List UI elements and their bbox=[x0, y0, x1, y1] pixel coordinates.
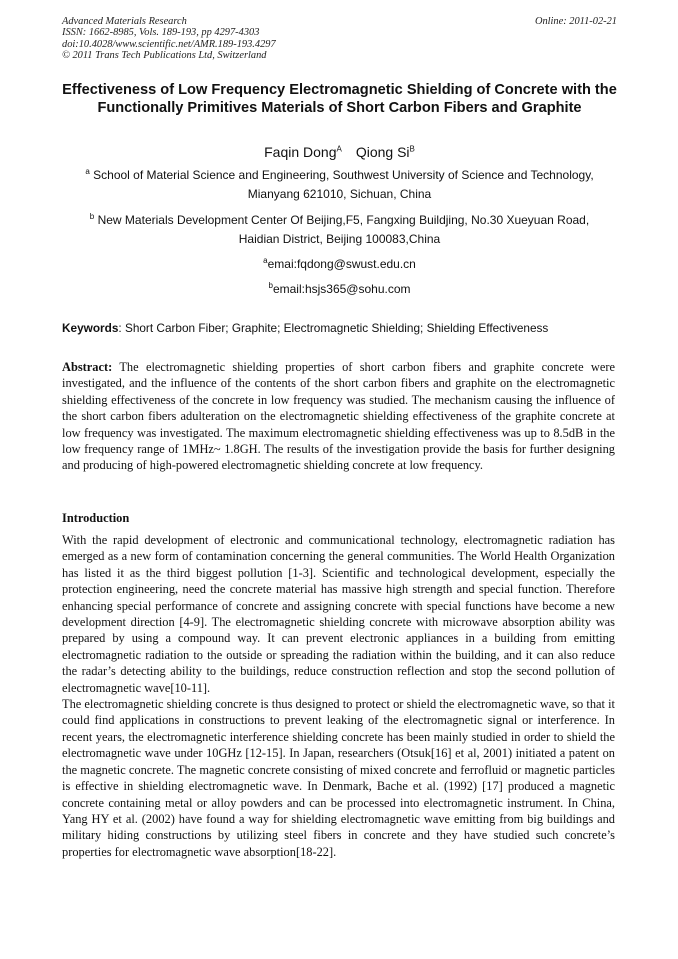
introduction-body bbox=[62, 532, 615, 860]
abstract-text: The electromagnetic shielding properties of short carbon fibers and graphite concrete were investigated, and the influence of the contents of the short carbon fibers and graphite on the electromagnetic shielding effectiveness of the concrete in low frequency was studied. The mechanism causing the influence of the short carbon fibers adulteration on the electromagnetic shielding effectiveness of the graphite concrete at low frequency was investigated. The maximum electromagnetic shielding effectiveness was up to 8.5dB in the low frequency range of 1MHz~ 1.8GH. The results of the investigation provide the basis for further designing and producing of high-powered electromagnetic shielding concrete at low frequency. bbox=[62, 360, 615, 473]
paper-title: Effectiveness of Low Frequency Electromagnetic Shielding of Concrete with the Functionally Primitives Materials of Short Carbon Fibers and Graphite bbox=[62, 82, 617, 116]
email-marker: a bbox=[263, 256, 268, 265]
keywords bbox=[62, 320, 622, 336]
email-address[interactable]: emai:fqdong@swust.edu.cn bbox=[267, 257, 416, 271]
affiliation-b bbox=[62, 211, 617, 249]
author-name: Qiong Si bbox=[355, 144, 410, 160]
email-marker: b bbox=[268, 281, 273, 290]
author-affiliation-marker: B bbox=[409, 144, 415, 154]
affiliation-line: Haidian District, Beijing 100083,China bbox=[238, 232, 441, 246]
abstract-label: Abstract: bbox=[62, 360, 113, 374]
journal-name: Advanced Materials Research bbox=[62, 16, 187, 27]
affiliation-marker: b bbox=[89, 212, 95, 221]
abstract bbox=[62, 359, 615, 474]
affiliation-line: Mianyang 621010, Sichuan, China bbox=[247, 187, 432, 201]
author-name: Faqin Dong bbox=[264, 144, 337, 160]
section-heading-introduction: Introduction bbox=[62, 511, 130, 525]
affiliation-a bbox=[62, 166, 617, 204]
doi-line: doi:10.4028/www.scientific.net/AMR.189-193.4297 bbox=[62, 38, 276, 50]
author-line bbox=[62, 143, 617, 161]
affiliation-line: School of Material Science and Engineering, Southwest University of Science and Technology, bbox=[93, 168, 594, 182]
copyright-line: © 2011 Trans Tech Publications Ltd, Switzerland bbox=[62, 50, 267, 62]
online-date: Online: 2011-02-21 bbox=[534, 16, 617, 27]
email-b bbox=[62, 281, 617, 297]
email-a bbox=[62, 256, 617, 272]
paragraph: With the rapid development of electronic and communicational technology, electromagnetic radiation has emerged as a new form of contamination concerning the general communities. The World Health Organization has listed it as the third biggest pollution [1-3]. Scientific and technological development, especially the protection engineering, need the concrete material has massive high strength and special function. Therefore enhancing special performance of concrete and assigning concrete with special functions have become a new development direction [4-9]. The electromagnetic shielding concrete with microwave absorption ability was prepared by using a compound way. It can prevent electronic appliances in a building from emitting electromagnetic radiation to the outside or spreading the radiation within the building, and it can also reduce the radar’s detecting ability to the buildings, reduce construction reflection and stop the second pollution of electromagnetic wave[10-11]. bbox=[62, 533, 615, 695]
keywords-list: : Short Carbon Fiber; Graphite; Electromagnetic Shielding; Shielding Effectiveness bbox=[118, 321, 549, 335]
keywords-label: Keywords bbox=[62, 321, 119, 335]
email-address[interactable]: email:hsjs365@sohu.com bbox=[272, 282, 411, 296]
issn-line: ISSN: 1662-8985, Vols. 189-193, pp 4297-4303 bbox=[62, 27, 260, 39]
affiliation-marker: a bbox=[85, 167, 90, 176]
author-affiliation-marker: A bbox=[336, 144, 342, 154]
journal-header bbox=[62, 16, 617, 62]
affiliation-line: New Materials Development Center Of Beijing,F5, Fangxing Buildjing, No.30 Xueyuan Road, bbox=[97, 213, 590, 227]
paragraph: The electromagnetic shielding concrete is thus designed to protect or shield the electromagnetic wave, so that it could find applications in constructions to prevent leaking of the electromagnetic signal or interference. In recent years, the electromagnetic interference shielding concrete has been mainly studied in order to shield the electromagnetic wave under 10GHz [12-15]. In Japan, researchers (Otsuk[16] et al, 2001) initiated a patent on the magnetic concrete. The magnetic concrete consisting of mixed concrete and ferrofluid or magnetic particles is effective in shielding electromagnetic wave. In Denmark, Bache et al. (1992) [17] produced a magnetic concrete containing metal or alloy powders and can be processed into electromagnetic instrument. In China, Yang HY et al. (2002) have found a way for shielding electromagnetic wave emitting from big buildings and military hiding constructions by utilizing steel fibers in concrete and they have studied such concrete’s properties for electromagnetic wave absorption[18-22]. bbox=[62, 697, 615, 859]
